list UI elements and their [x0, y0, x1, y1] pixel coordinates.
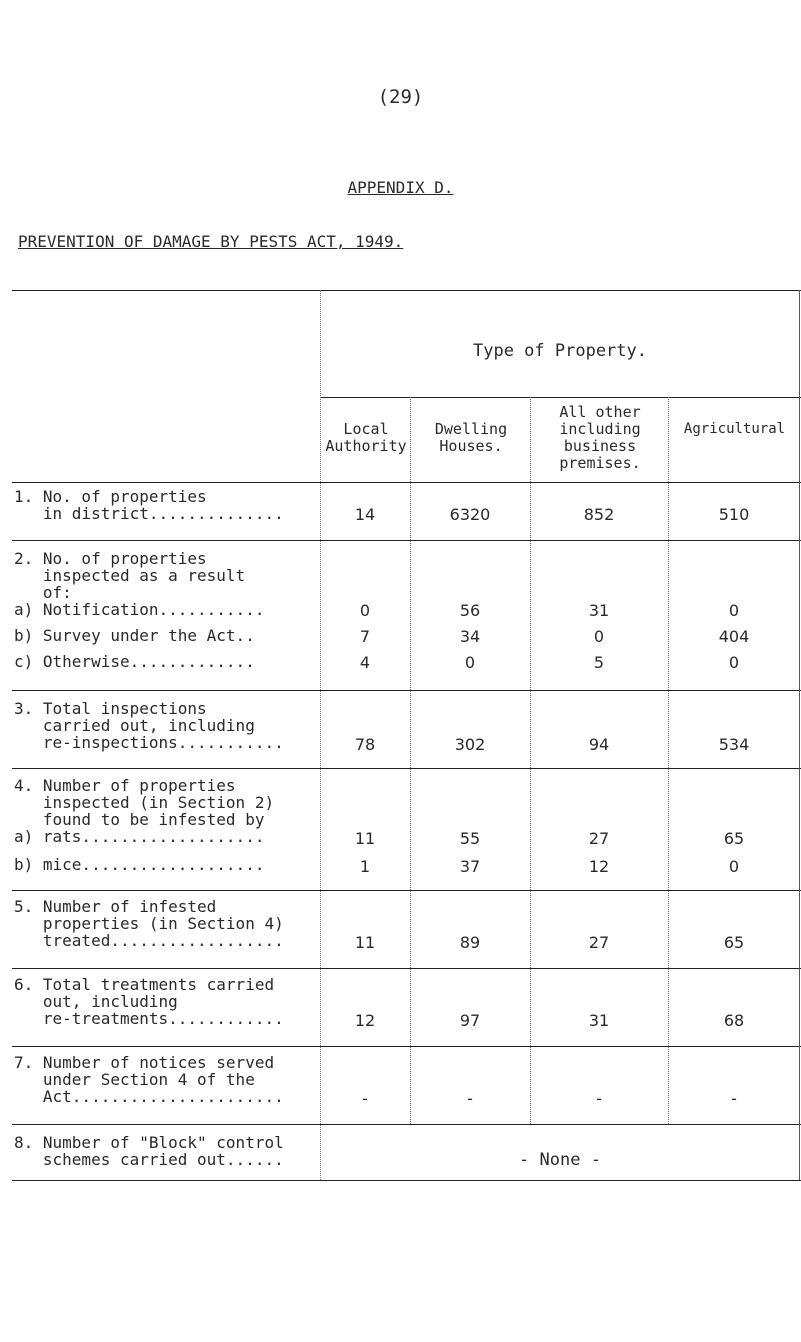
table-bottom-rule	[12, 1180, 801, 1181]
col-header-local-authority	[322, 421, 410, 455]
table-cell: 0	[464, 653, 476, 672]
label-line: a) Notification...........	[14, 600, 265, 619]
table-cell: 11	[354, 933, 376, 952]
label-line: properties (in Section 4)	[14, 914, 284, 933]
label-line: 3. Total inspections	[14, 699, 207, 718]
col-header-dwelling-houses	[412, 421, 530, 455]
header-line: Agricultural	[683, 421, 786, 437]
header-line: premises.	[559, 454, 641, 472]
table-cell: 0	[728, 653, 740, 672]
header-line: business	[563, 437, 637, 455]
column-divider	[530, 397, 531, 1124]
label-line: a) rats...................	[14, 827, 265, 846]
col-header-agricultural	[670, 421, 799, 438]
table-cell: 68	[723, 1011, 745, 1030]
label-line: out, including	[14, 992, 178, 1011]
row-label	[14, 488, 284, 522]
table-cell: 65	[723, 829, 745, 848]
label-line: 4. Number of properties	[14, 776, 236, 795]
appendix-heading	[0, 178, 801, 197]
table-cell: 6320	[449, 505, 491, 524]
label-line: inspected (in Section 2)	[14, 793, 275, 812]
table-top-rule	[12, 290, 801, 291]
row-label	[14, 601, 264, 618]
table-cell: 27	[588, 829, 610, 848]
table-cell: 0	[728, 601, 740, 620]
table-cell: 89	[459, 933, 481, 952]
table-cell: 404	[718, 627, 750, 646]
label-line: re-treatments............	[14, 1009, 284, 1028]
table-cell: 0	[359, 601, 371, 620]
label-line: re-inspections...........	[14, 733, 284, 752]
label-line: 6. Total treatments carried	[14, 975, 275, 994]
header-line: including	[559, 420, 641, 438]
label-line: b) Survey under the Act..	[14, 626, 255, 645]
table-cell: -	[362, 1089, 368, 1108]
table-cell: -	[596, 1089, 602, 1108]
header-line: All other	[559, 403, 641, 421]
row-label	[14, 898, 284, 949]
table-cell: 4	[359, 653, 371, 672]
row-label	[14, 1054, 284, 1105]
label-line: Act......................	[14, 1087, 284, 1106]
row-label	[14, 856, 264, 873]
table-cell: 94	[588, 735, 610, 754]
right-border	[799, 290, 800, 1180]
row-label	[14, 1134, 284, 1168]
row-rule	[12, 1124, 801, 1125]
row-rule	[12, 1046, 801, 1047]
table-cell: 12	[354, 1011, 376, 1030]
table-cell: -	[467, 1089, 473, 1108]
table-cell: 37	[459, 857, 481, 876]
column-divider	[320, 290, 321, 1180]
header-line: Houses.	[439, 437, 503, 455]
row-rule	[12, 968, 801, 969]
row-label	[14, 653, 255, 670]
column-divider	[410, 397, 411, 1124]
label-line: 8. Number of "Block" control	[14, 1133, 284, 1152]
label-line: carried out, including	[14, 716, 255, 735]
table-cell: 27	[588, 933, 610, 952]
label-line: under Section 4 of the	[14, 1070, 255, 1089]
table-cell: -	[731, 1089, 737, 1108]
table-cell: 12	[588, 857, 610, 876]
header-line: Authority	[325, 437, 407, 455]
label-line: treated..................	[14, 931, 284, 950]
subheader-rule	[320, 397, 801, 398]
column-divider	[668, 397, 669, 1124]
label-line: 7. Number of notices served	[14, 1053, 275, 1072]
header-line: Local	[343, 420, 389, 438]
table-cell: 534	[718, 735, 750, 754]
table-cell: 852	[583, 505, 615, 524]
table-cell: 302	[454, 735, 486, 754]
table-cell: 55	[459, 829, 481, 848]
type-of-property-header: Type of Property.	[473, 341, 647, 361]
table-cell: 14	[354, 505, 376, 524]
row-rule	[12, 690, 801, 691]
table-cell: 7	[359, 627, 371, 646]
label-line: found to be infested by	[14, 810, 265, 829]
label-line: 2. No. of properties	[14, 549, 207, 568]
table-cell: 56	[459, 601, 481, 620]
table-cell: 1	[359, 857, 371, 876]
label-line: 5. Number of infested	[14, 897, 217, 916]
table-cell: 0	[593, 627, 605, 646]
row-label	[14, 777, 274, 845]
col-header-other-premises	[532, 404, 668, 472]
label-line: of:	[14, 583, 72, 602]
label-line: schemes carried out......	[14, 1150, 284, 1169]
label-line: b) mice...................	[14, 855, 265, 874]
appendix-text: APPENDIX D.	[347, 178, 454, 197]
table-cell: 97	[459, 1011, 481, 1030]
table-cell: 0	[728, 857, 740, 876]
row-rule	[12, 768, 801, 769]
page-title-text: PREVENTION OF DAMAGE BY PESTS ACT, 1949.	[18, 232, 404, 251]
table-cell: 65	[723, 933, 745, 952]
row-label	[14, 976, 284, 1027]
table-cell: 31	[588, 1011, 610, 1030]
row-label	[14, 627, 255, 644]
merged-cell-none: - None -	[519, 1150, 601, 1170]
page-number: (29)	[377, 86, 424, 108]
table-cell: 78	[354, 735, 376, 754]
table-cell: 34	[459, 627, 481, 646]
label-line: c) Otherwise.............	[14, 652, 255, 671]
label-line: inspected as a result	[14, 566, 246, 585]
row-rule	[12, 540, 801, 541]
header-rule	[12, 482, 801, 483]
table-cell: 11	[354, 829, 376, 848]
label-line: 1. No. of properties	[14, 487, 207, 506]
header-line: Dwelling	[434, 420, 508, 438]
label-line: in district..............	[14, 504, 284, 523]
page-title	[18, 232, 403, 251]
table-cell: 5	[593, 653, 605, 672]
row-label	[14, 550, 245, 601]
table-cell: 510	[718, 505, 750, 524]
row-label	[14, 700, 284, 751]
table-cell: 31	[588, 601, 610, 620]
row-rule	[12, 890, 801, 891]
